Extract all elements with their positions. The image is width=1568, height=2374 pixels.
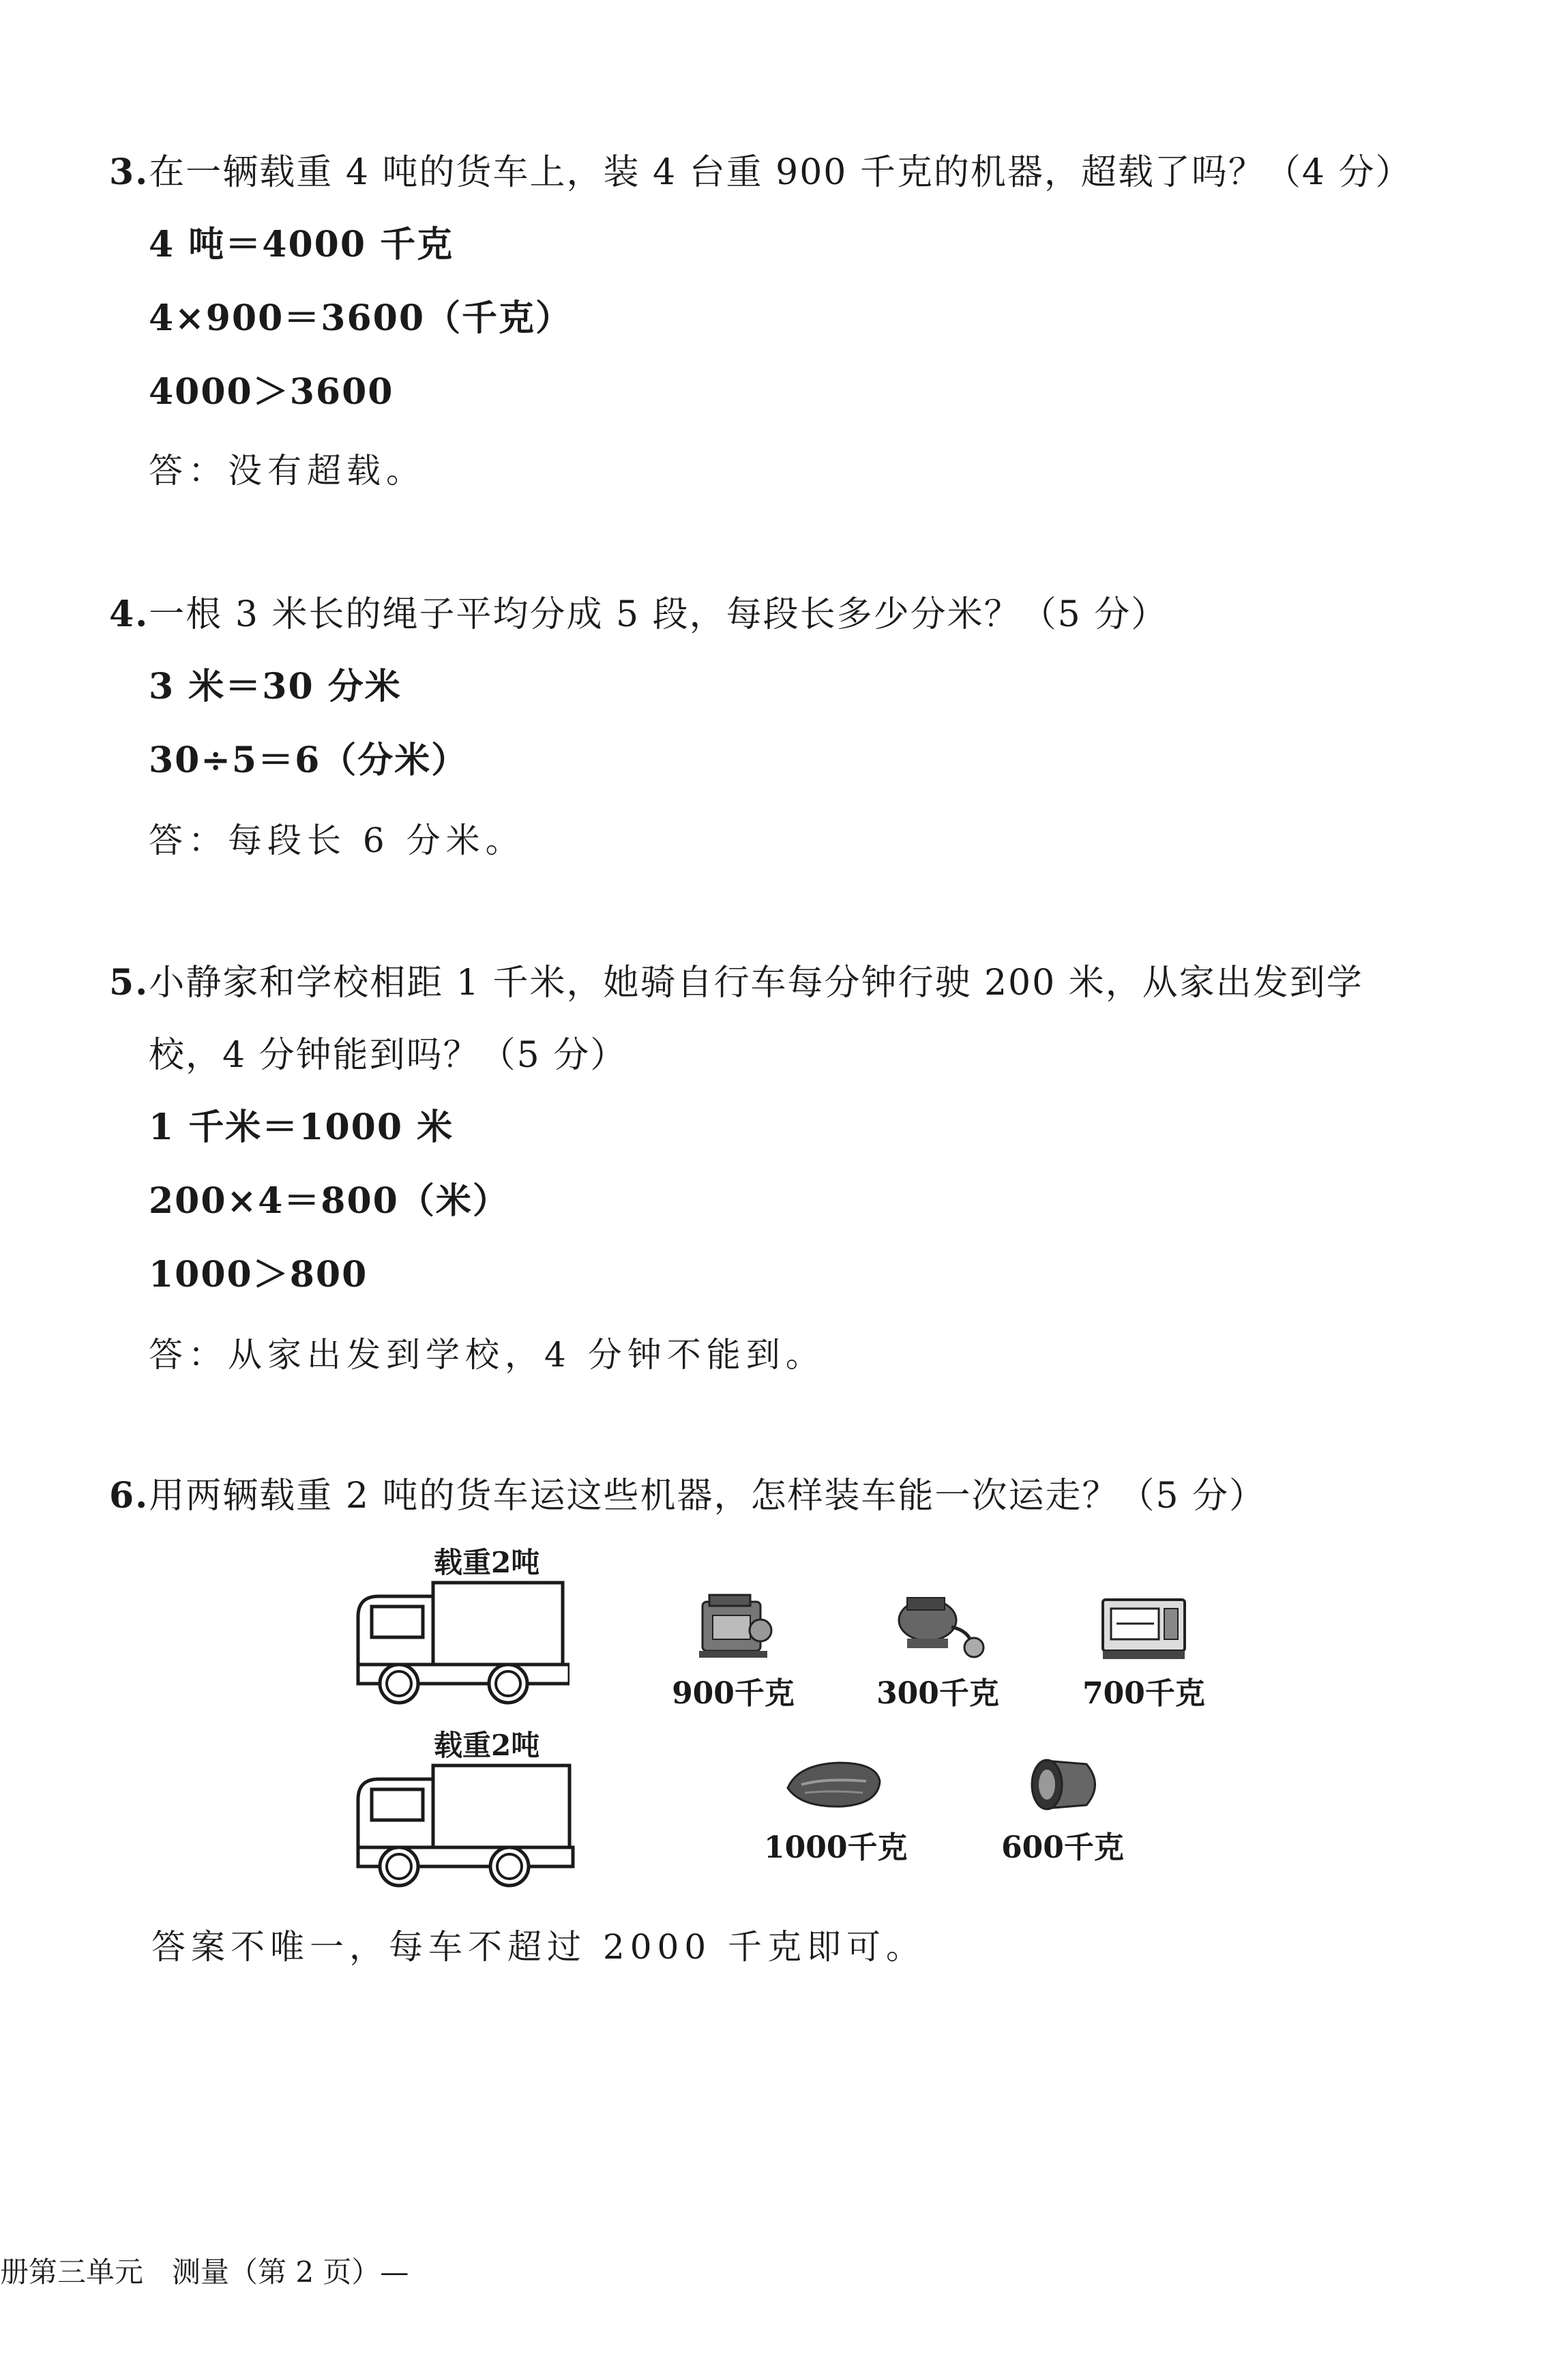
machine-weight-label: 900千克 <box>672 1676 795 1711</box>
machine-900kg <box>665 1589 801 1712</box>
turbine-icon <box>1018 1750 1107 1819</box>
truck-icon <box>351 1752 576 1888</box>
machine-weight-label: 1000千克 <box>764 1830 908 1865</box>
solution-line: 4×900＝3600（千克） <box>149 297 573 339</box>
machine-weight-label: 600千克 <box>1001 1830 1124 1865</box>
answer-line: 答案不唯一，每车不超过 2000 千克即可。 <box>151 1927 926 1967</box>
question-number: 3. <box>109 151 149 193</box>
page-footer: 册第三单元 测量（第 2 页）— <box>0 2255 409 2289</box>
question-3 <box>109 151 1412 194</box>
question-4 <box>109 594 1168 636</box>
solution-line: 200×4＝800（米） <box>149 1180 509 1222</box>
machine-weight-label: 300千克 <box>876 1676 999 1711</box>
answer-line: 答：没有超载。 <box>149 451 426 490</box>
question-number: 6. <box>109 1475 149 1516</box>
solution-line: 30÷5＝6（分米） <box>149 739 469 781</box>
question-text: 一根 3 米长的绳子平均分成 5 段，每段长多少分米？（5 分） <box>149 594 1168 635</box>
solution-line: 3 米＝30 分米 <box>149 666 402 707</box>
machine-600kg <box>994 1750 1131 1866</box>
solution-line: 1000＞800 <box>149 1254 368 1295</box>
solution-line: 4 吨＝4000 千克 <box>149 224 454 265</box>
question-text-continued: 校，4 分钟能到吗？（5 分） <box>149 1035 627 1076</box>
truck-label: 载重2吨 <box>434 1729 540 1762</box>
lathe-icon <box>1096 1589 1192 1665</box>
engine-icon <box>689 1589 778 1665</box>
question-number: 5. <box>109 962 149 1003</box>
solution-line: 4000＞3600 <box>149 371 394 413</box>
solution-line: 1 千米＝1000 米 <box>149 1107 454 1148</box>
answer-line: 答：每段长 6 分米。 <box>149 821 525 860</box>
question-5 <box>109 962 1363 1004</box>
question-number: 4. <box>109 594 149 635</box>
question-text: 用两辆载重 2 吨的货车运这些机器，怎样装车能一次运走？（5 分） <box>149 1476 1267 1516</box>
capsule-machine-icon <box>778 1750 887 1819</box>
truck-label: 载重2吨 <box>434 1546 540 1579</box>
truck-icon <box>351 1569 569 1705</box>
question-text: 在一辆载重 4 吨的货车上，装 4 台重 900 千克的机器，超载了吗？（4 分） <box>149 152 1412 193</box>
question-6 <box>109 1475 1266 1517</box>
answer-line: 答：从家出发到学校，4 分钟不能到。 <box>149 1335 825 1375</box>
machine-300kg <box>870 1589 1006 1712</box>
machine-700kg <box>1076 1589 1212 1712</box>
machine-weight-label: 700千克 <box>1082 1676 1205 1711</box>
machine-1000kg <box>764 1750 908 1866</box>
question-text: 小静家和学校相距 1 千米，她骑自行车每分钟行驶 200 米，从家出发到学 <box>149 963 1363 1003</box>
motor-icon <box>887 1589 989 1665</box>
